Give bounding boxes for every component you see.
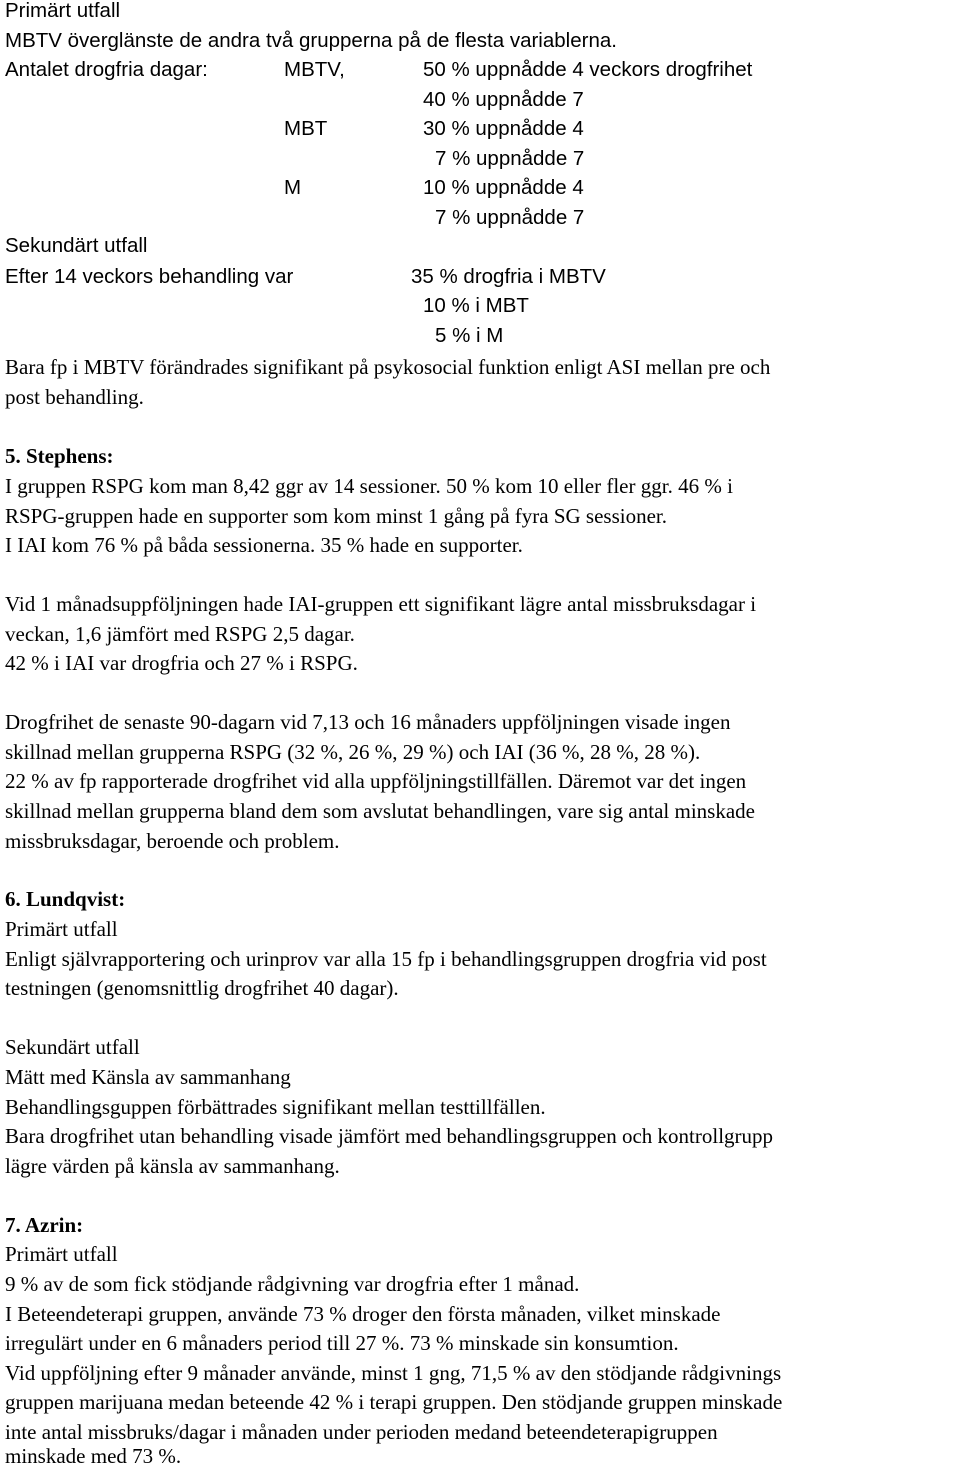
primary-outcome-heading: Primärt utfall — [5, 917, 118, 941]
drugfree-value: 40 % uppnådde 7 — [423, 88, 584, 111]
paragraph-line: Behandlingsguppen förbättrades signifikant mellan testtillfällen. — [5, 1095, 546, 1119]
paragraph-line: 22 % av fp rapporterade drogfrihet vid alla uppföljningstillfällen. Däremot var det ingen — [5, 769, 747, 793]
after-14-weeks-value: 10 % i MBT — [423, 294, 529, 317]
paragraph-line: I Beteendeterapi gruppen, använde 73 % droger den första månaden, vilket minskade — [5, 1302, 721, 1326]
paragraph-line: irregulärt under en 6 månaders period till 27 %. 73 % minskade sin konsumtion. — [5, 1331, 679, 1355]
paragraph-line: testningen (genomsnittlig drogfrihet 40 dagar). — [5, 976, 399, 1000]
paragraph-line: RSPG-gruppen hade en supporter som kom minst 1 gång på fyra SG sessioner. — [5, 504, 668, 528]
drugfree-value: 10 % uppnådde 4 — [423, 176, 584, 199]
asi-text-line: post behandling. — [5, 385, 144, 409]
group-label: MBT — [284, 117, 328, 140]
drugfree-days-label: Antalet drogfria dagar: — [5, 58, 208, 81]
paragraph-line: I IAI kom 76 % på båda sessionerna. 35 % hade en supporter. — [5, 533, 523, 557]
drugfree-value: 50 % uppnådde 4 veckors drogfrihet — [423, 58, 753, 81]
paragraph-line: Drogfrihet de senaste 90-dagarn vid 7,13 och 16 månaders uppföljningen visade ingen — [5, 710, 731, 734]
paragraph-line: minskade med 73 %. — [5, 1444, 182, 1468]
after-14-weeks-value: 35 % drogfria i MBTV — [411, 265, 606, 288]
paragraph-line: 9 % av de som fick stödjande rådgivning var drogfria efter 1 månad. — [5, 1272, 580, 1296]
paragraph-line: 42 % i IAI var drogfria och 27 % i RSPG. — [5, 651, 358, 675]
paragraph-line: skillnad mellan grupperna bland dem som avslutat behandlingen, vare sig antal minskade — [5, 799, 755, 823]
paragraph-line: Vid uppföljning efter 9 månader använde, minst 1 gng, 71,5 % av den stödjande rådgivnings — [5, 1361, 782, 1385]
primary-outcome-heading: Primärt utfall — [5, 0, 121, 22]
section-heading-azrin: 7. Azrin: — [5, 1213, 84, 1237]
paragraph-line: Bara drogfrihet utan behandling visade jämfört med behandlingsgruppen och kontrollgrupp — [5, 1124, 774, 1148]
after-14-weeks-value: 5 % i M — [435, 324, 504, 347]
group-label: MBTV, — [284, 58, 345, 81]
drugfree-value: 7 % uppnådde 7 — [435, 147, 585, 170]
paragraph-line: Enligt självrapportering och urinprov var alla 15 fp i behandlingsgruppen drogfria vid post — [5, 947, 767, 971]
asi-text-line: Bara fp i MBTV förändrades signifikant på psykosocial funktion enligt ASI mellan pre och — [5, 355, 771, 379]
paragraph-line: Vid 1 månadsuppföljningen hade IAI-gruppen ett signifikant lägre antal missbruksdagar i — [5, 592, 757, 616]
paragraph-line: I gruppen RSPG kom man 8,42 ggr av 14 sessioner. 50 % kom 10 eller fler ggr. 46 % i — [5, 474, 733, 498]
section-heading-stephens: 5. Stephens: — [5, 444, 114, 468]
secondary-outcome-heading: Sekundärt utfall — [5, 234, 148, 257]
group-label: M — [284, 176, 302, 199]
paragraph-line: gruppen marijuana medan beteende 42 % i terapi gruppen. Den stödjande gruppen minskade — [5, 1390, 783, 1414]
primary-outcome-heading: Primärt utfall — [5, 1242, 118, 1266]
primary-outcome-summary: MBTV överglänste de andra två grupperna på de flesta variablerna. — [5, 29, 617, 52]
paragraph-line: missbruksdagar, beroende och problem. — [5, 829, 340, 853]
paragraph-line: veckan, 1,6 jämfört med RSPG 2,5 dagar. — [5, 622, 355, 646]
drugfree-value: 30 % uppnådde 4 — [423, 117, 584, 140]
paragraph-line: lägre värden på känsla av sammanhang. — [5, 1154, 340, 1178]
paragraph-line: inte antal missbruks/dagar i månaden under perioden medand beteendeterapigruppen — [5, 1420, 718, 1444]
paragraph-line: skillnad mellan grupperna RSPG (32 %, 26 %, 29 %) och IAI (36 %, 28 %, 28 %). — [5, 740, 701, 764]
section-heading-lundqvist: 6. Lundqvist: — [5, 887, 126, 911]
paragraph-line: Mätt med Känsla av sammanhang — [5, 1065, 291, 1089]
after-14-weeks-label: Efter 14 veckors behandling var — [5, 265, 294, 288]
drugfree-value: 7 % uppnådde 7 — [435, 206, 585, 229]
secondary-outcome-heading: Sekundärt utfall — [5, 1035, 140, 1059]
